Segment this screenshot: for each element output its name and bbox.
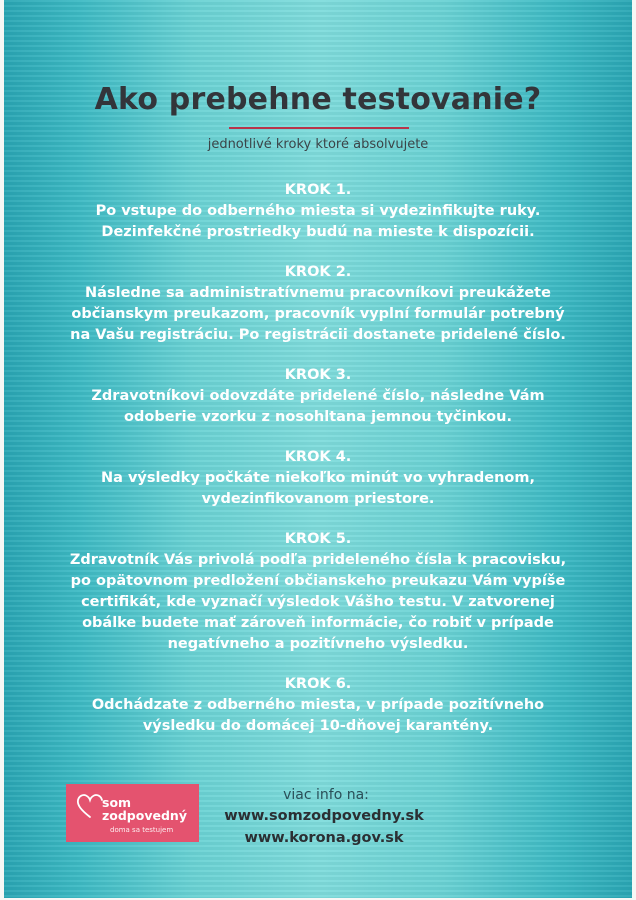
step-label: KROK 3. (284, 367, 352, 383)
step-4 (64, 447, 572, 510)
step-line: výsledku do domácej 10-dňovej karantény. (142, 718, 494, 734)
step-line: Po vstupe do odberného miesta si vydezinfikujte ruky. (95, 203, 541, 219)
logo-line-1: som (102, 795, 132, 810)
step-line: Na výsledky počkáte niekoľko minút vo vyhradenom, (100, 470, 535, 486)
step-line: občianskym preukazom, pracovník vyplní formulár potrebný (71, 306, 565, 322)
steps-list (64, 180, 572, 756)
title-underline (229, 127, 409, 129)
step-5 (64, 529, 572, 655)
korona-link[interactable]: www.korona.gov.sk (244, 830, 404, 846)
logo-line-2: zodpovedný (102, 808, 187, 823)
more-info-label: viac info na: (283, 787, 369, 803)
step-line: odoberie vzorku z nosohltana jemnou tyčinkou. (124, 409, 512, 425)
step-line: Následne sa administratívnemu pracovníkovi preukážete (85, 285, 551, 301)
step-label: KROK 6. (284, 676, 352, 692)
step-3 (64, 365, 572, 428)
step-line: negatívneho a pozitívneho výsledku. (167, 636, 469, 652)
step-2 (64, 262, 572, 346)
step-label: KROK 1. (284, 182, 352, 198)
page-subtitle: jednotlivé kroky ktoré absolvujete (207, 137, 429, 152)
step-line: Zdravotník Vás privolá podľa prideleného čísla k pracovisku, (69, 552, 567, 568)
step-1 (64, 180, 572, 243)
somzodpovedny-link[interactable]: www.somzodpovedny.sk (224, 808, 424, 824)
poster (4, 0, 632, 898)
step-line: vydezinfikovanom priestore. (201, 491, 435, 507)
step-line: obálke budete mať zároveň informácie, čo robiť v prípade (82, 615, 554, 631)
step-label: KROK 5. (284, 531, 352, 547)
logo-text (102, 796, 187, 822)
step-line: certifikát, kde vyznačí výsledok Vášho testu. V zatvorenej (81, 594, 555, 610)
step-line: Zdravotníkovi odovzdáte pridelené číslo, následne Vám (91, 388, 545, 404)
step-line: na Vašu registráciu. Po registrácii dostanete pridelené číslo. (70, 327, 566, 343)
step-line: po opätovnom predložení občianskeho preukazu Vám vypíše (70, 573, 566, 589)
step-6 (64, 674, 572, 737)
step-label: KROK 2. (284, 264, 352, 280)
step-label: KROK 4. (284, 449, 352, 465)
page-title: Ako prebehne testovanie? (94, 82, 542, 117)
heart-icon (75, 792, 105, 820)
step-line: Odchádzate z odberného miesta, v prípade pozitívneho (91, 697, 545, 713)
step-line: Dezinfekčné prostriedky budú na mieste k dispozícii. (101, 224, 535, 240)
som-zodpovedny-logo (66, 784, 199, 842)
logo-tagline: doma sa testujem (110, 826, 174, 834)
